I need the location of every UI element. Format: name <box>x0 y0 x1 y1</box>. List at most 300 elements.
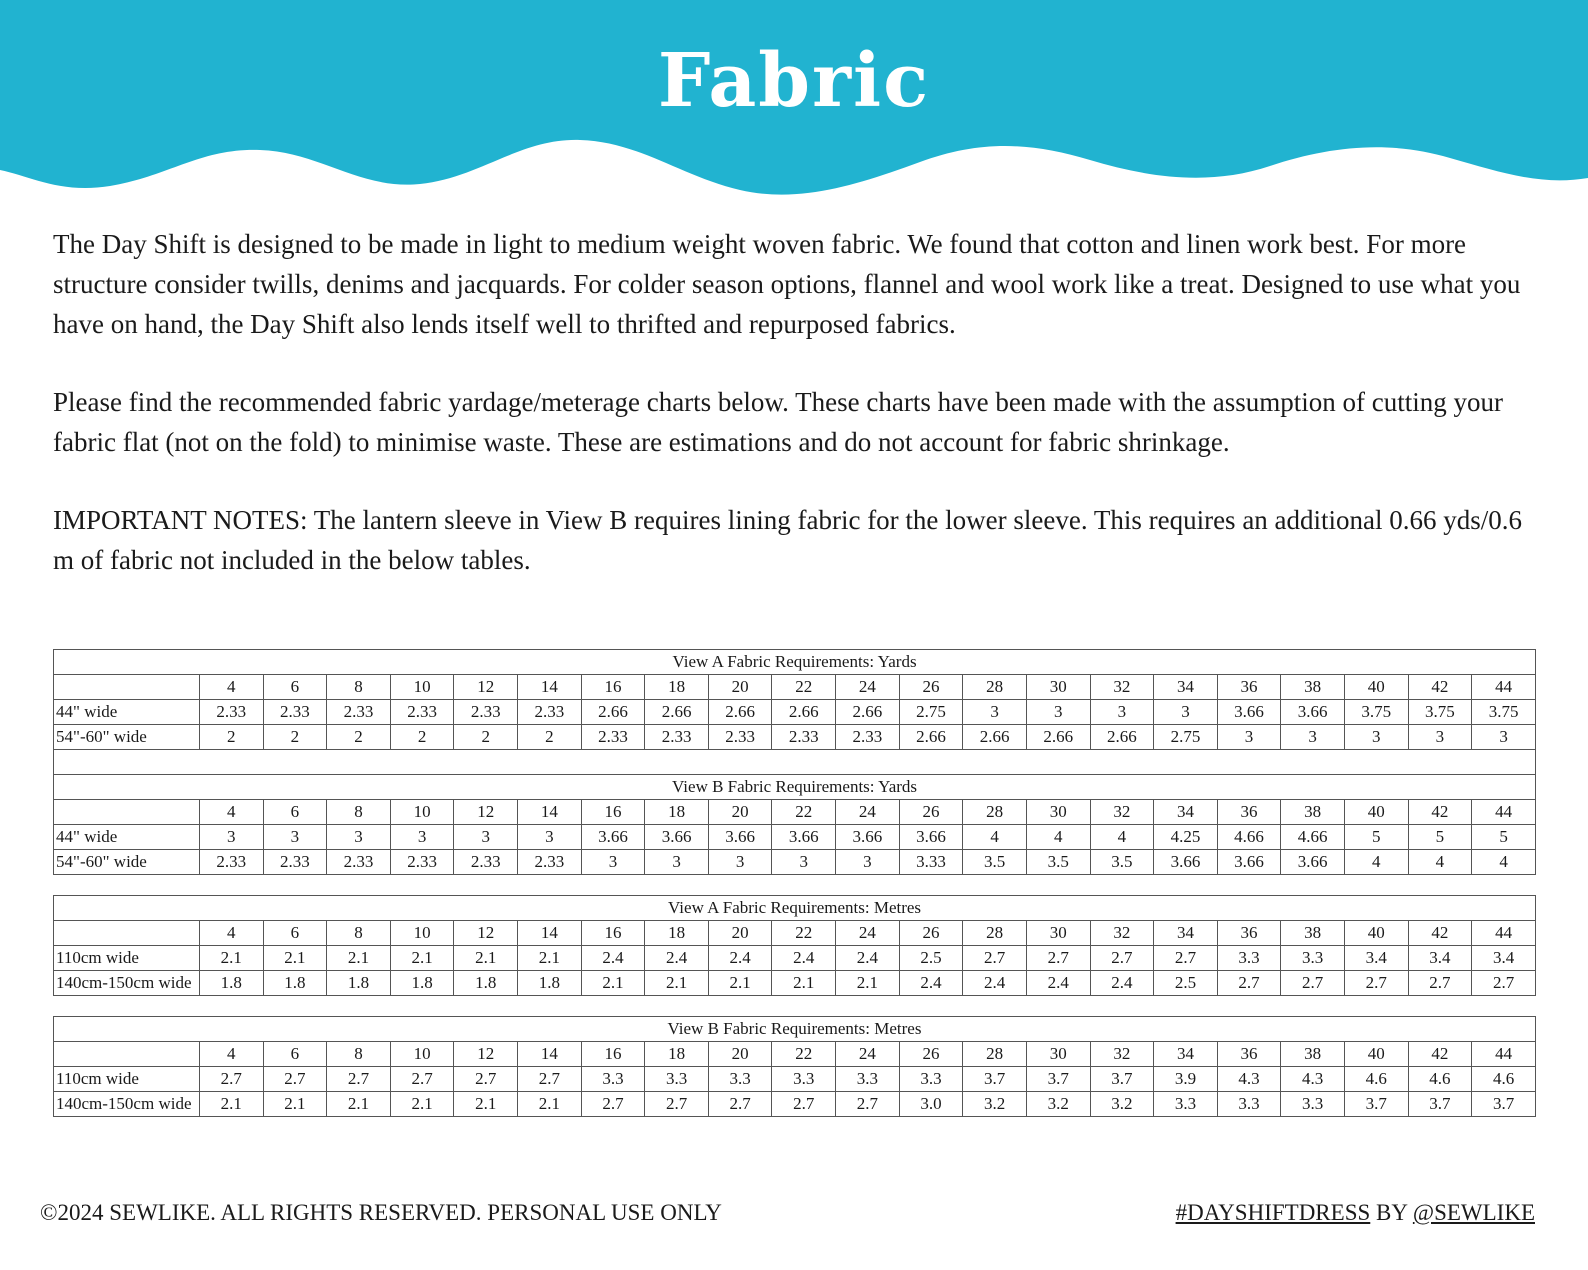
value-cell: 3.66 <box>708 825 772 850</box>
value-cell: 3.5 <box>1090 850 1154 875</box>
size-header-cell: 36 <box>1217 1042 1281 1067</box>
size-header-cell: 42 <box>1408 921 1472 946</box>
size-header-cell: 42 <box>1408 1042 1472 1067</box>
value-cell: 2 <box>454 725 518 750</box>
value-cell: 3.3 <box>1281 946 1345 971</box>
size-header-cell: 18 <box>645 1042 709 1067</box>
value-cell: 3.75 <box>1408 700 1472 725</box>
table-gap <box>53 996 1535 1016</box>
value-cell: 3.66 <box>1281 850 1345 875</box>
value-cell: 2.1 <box>200 1092 264 1117</box>
value-cell: 4.66 <box>1217 825 1281 850</box>
table-row <box>54 1092 1536 1117</box>
size-header-cell: 8 <box>327 1042 391 1067</box>
value-cell: 3.0 <box>899 1092 963 1117</box>
value-cell: 4.6 <box>1472 1067 1536 1092</box>
size-header-cell: 40 <box>1344 800 1408 825</box>
size-header-cell: 16 <box>581 921 645 946</box>
size-header-cell: 14 <box>518 675 582 700</box>
size-header-cell: 14 <box>518 1042 582 1067</box>
value-cell: 1.8 <box>518 971 582 996</box>
value-cell: 3.7 <box>963 1067 1027 1092</box>
value-cell: 2.4 <box>772 946 836 971</box>
row-label: 140cm-150cm wide <box>54 971 200 996</box>
value-cell: 2.1 <box>200 946 264 971</box>
size-header-cell: 26 <box>899 1042 963 1067</box>
size-header-cell: 24 <box>836 1042 900 1067</box>
value-cell: 2.33 <box>263 700 327 725</box>
size-header-cell: 26 <box>899 921 963 946</box>
footer-credit <box>1176 1200 1535 1226</box>
table-caption: View B Fabric Requirements: Yards <box>54 775 1536 800</box>
value-cell: 2.33 <box>327 700 391 725</box>
size-header-cell: 14 <box>518 921 582 946</box>
value-cell: 2.4 <box>645 946 709 971</box>
value-cell: 3.66 <box>1217 850 1281 875</box>
value-cell: 3 <box>454 825 518 850</box>
value-cell: 4.6 <box>1344 1067 1408 1092</box>
size-header-cell: 4 <box>200 921 264 946</box>
page-title: Fabric <box>657 38 931 124</box>
value-cell: 2.1 <box>263 946 327 971</box>
value-cell: 3.4 <box>1472 946 1536 971</box>
table-caption-row <box>54 650 1536 675</box>
size-header-row <box>54 675 1536 700</box>
spacer-cell <box>54 750 1536 775</box>
size-header-cell: 22 <box>772 1042 836 1067</box>
size-header-cell: 4 <box>200 675 264 700</box>
value-cell: 2.1 <box>772 971 836 996</box>
value-cell: 2.1 <box>327 946 391 971</box>
size-header-cell: 30 <box>1026 921 1090 946</box>
size-header-cell: 32 <box>1090 675 1154 700</box>
value-cell: 4.3 <box>1217 1067 1281 1092</box>
value-cell: 3.3 <box>1154 1092 1218 1117</box>
value-cell: 2.1 <box>327 1092 391 1117</box>
value-cell: 2.33 <box>390 700 454 725</box>
size-header-cell: 24 <box>836 675 900 700</box>
value-cell: 2.4 <box>963 971 1027 996</box>
size-header-cell: 18 <box>645 921 709 946</box>
row-label: 54"-60" wide <box>54 725 200 750</box>
value-cell: 3.2 <box>1090 1092 1154 1117</box>
value-cell: 2.1 <box>390 1092 454 1117</box>
value-cell: 2.33 <box>581 725 645 750</box>
value-cell: 2.1 <box>518 1092 582 1117</box>
value-cell: 2.4 <box>581 946 645 971</box>
size-header-cell: 44 <box>1472 675 1536 700</box>
size-header-cell: 28 <box>963 921 1027 946</box>
size-header-cell: 8 <box>327 921 391 946</box>
value-cell: 2.1 <box>454 1092 518 1117</box>
value-cell: 3 <box>1217 725 1281 750</box>
value-cell: 3.66 <box>836 825 900 850</box>
size-header-cell: 36 <box>1217 675 1281 700</box>
size-header-cell: 30 <box>1026 1042 1090 1067</box>
size-header-cell: 42 <box>1408 675 1472 700</box>
value-cell: 2.7 <box>772 1092 836 1117</box>
value-cell: 3.66 <box>1217 700 1281 725</box>
value-cell: 2 <box>518 725 582 750</box>
size-header-cell: 38 <box>1281 1042 1345 1067</box>
value-cell: 2.33 <box>454 700 518 725</box>
value-cell: 3.7 <box>1472 1092 1536 1117</box>
value-cell: 2.33 <box>518 850 582 875</box>
value-cell: 3.66 <box>1154 850 1218 875</box>
value-cell: 4 <box>1090 825 1154 850</box>
value-cell: 2.7 <box>454 1067 518 1092</box>
size-header-cell: 6 <box>263 800 327 825</box>
requirements-table <box>53 1016 1536 1117</box>
size-header-cell: 32 <box>1090 800 1154 825</box>
row-label: 44" wide <box>54 825 200 850</box>
size-header-cell: 12 <box>454 1042 518 1067</box>
size-header-cell: 28 <box>963 675 1027 700</box>
value-cell: 3.7 <box>1090 1067 1154 1092</box>
value-cell: 3.5 <box>963 850 1027 875</box>
size-header-cell: 44 <box>1472 921 1536 946</box>
value-cell: 3.75 <box>1344 700 1408 725</box>
size-header-cell: 20 <box>708 675 772 700</box>
size-header-cell: 8 <box>327 675 391 700</box>
value-cell: 3.2 <box>1026 1092 1090 1117</box>
value-cell: 3.3 <box>581 1067 645 1092</box>
value-cell: 4.3 <box>1281 1067 1345 1092</box>
size-header-cell: 6 <box>263 675 327 700</box>
value-cell: 2.1 <box>454 946 518 971</box>
value-cell: 2.7 <box>200 1067 264 1092</box>
size-header-cell: 20 <box>708 921 772 946</box>
size-header-cell: 12 <box>454 800 518 825</box>
value-cell: 2.5 <box>899 946 963 971</box>
value-cell: 3 <box>772 850 836 875</box>
table-row <box>54 971 1536 996</box>
value-cell: 4 <box>1408 850 1472 875</box>
value-cell: 3.3 <box>1217 1092 1281 1117</box>
value-cell: 1.8 <box>327 971 391 996</box>
value-cell: 2.4 <box>899 971 963 996</box>
value-cell: 3.7 <box>1344 1092 1408 1117</box>
value-cell: 3.4 <box>1408 946 1472 971</box>
value-cell: 2.66 <box>836 700 900 725</box>
value-cell: 2.33 <box>708 725 772 750</box>
size-header-cell: 28 <box>963 800 1027 825</box>
size-header-cell: 12 <box>454 921 518 946</box>
size-header-cell: 26 <box>899 800 963 825</box>
size-header-cell: 10 <box>390 921 454 946</box>
value-cell: 3.3 <box>1281 1092 1345 1117</box>
value-cell: 3 <box>645 850 709 875</box>
table-caption-row <box>54 1017 1536 1042</box>
size-header-cell: 6 <box>263 1042 327 1067</box>
requirements-table <box>53 895 1536 996</box>
value-cell: 2.7 <box>327 1067 391 1092</box>
corner-cell <box>54 1042 200 1067</box>
value-cell: 2 <box>390 725 454 750</box>
value-cell: 4 <box>1344 850 1408 875</box>
size-header-cell: 36 <box>1217 921 1281 946</box>
corner-cell <box>54 675 200 700</box>
size-header-cell: 24 <box>836 921 900 946</box>
value-cell: 4.66 <box>1281 825 1345 850</box>
value-cell: 4 <box>1026 825 1090 850</box>
value-cell: 2.66 <box>899 725 963 750</box>
value-cell: 2.75 <box>1154 725 1218 750</box>
value-cell: 2 <box>200 725 264 750</box>
value-cell: 3 <box>581 850 645 875</box>
value-cell: 5 <box>1344 825 1408 850</box>
value-cell: 4.6 <box>1408 1067 1472 1092</box>
value-cell: 2.33 <box>772 725 836 750</box>
size-header-cell: 44 <box>1472 1042 1536 1067</box>
size-header-cell: 34 <box>1154 800 1218 825</box>
size-header-cell: 32 <box>1090 1042 1154 1067</box>
value-cell: 2.33 <box>645 725 709 750</box>
row-label: 140cm-150cm wide <box>54 1092 200 1117</box>
value-cell: 3.66 <box>772 825 836 850</box>
size-header-cell: 22 <box>772 921 836 946</box>
value-cell: 3 <box>1154 700 1218 725</box>
size-header-row <box>54 800 1536 825</box>
value-cell: 2.66 <box>963 725 1027 750</box>
fabric-requirements-tables <box>53 649 1535 1117</box>
value-cell: 2.4 <box>836 946 900 971</box>
requirements-table <box>53 649 1536 875</box>
size-header-cell: 34 <box>1154 921 1218 946</box>
value-cell: 2.1 <box>263 1092 327 1117</box>
size-header-row <box>54 921 1536 946</box>
value-cell: 3.3 <box>772 1067 836 1092</box>
value-cell: 2.66 <box>645 700 709 725</box>
value-cell: 3.7 <box>1408 1092 1472 1117</box>
value-cell: 2.33 <box>390 850 454 875</box>
value-cell: 2.33 <box>327 850 391 875</box>
size-header-cell: 38 <box>1281 675 1345 700</box>
value-cell: 3.3 <box>899 1067 963 1092</box>
value-cell: 2.7 <box>1154 946 1218 971</box>
row-label: 54"-60" wide <box>54 850 200 875</box>
table-caption-row <box>54 896 1536 921</box>
table-gap <box>53 875 1535 895</box>
table-row <box>54 1067 1536 1092</box>
size-header-cell: 26 <box>899 675 963 700</box>
corner-cell <box>54 921 200 946</box>
table-caption: View A Fabric Requirements: Metres <box>54 896 1536 921</box>
value-cell: 2.7 <box>1472 971 1536 996</box>
size-header-cell: 20 <box>708 1042 772 1067</box>
value-cell: 2.33 <box>200 700 264 725</box>
value-cell: 2.1 <box>581 971 645 996</box>
value-cell: 3.75 <box>1472 700 1536 725</box>
hashtag-link[interactable]: #DAYSHIFTDRESS <box>1175 1200 1371 1225</box>
corner-cell <box>54 800 200 825</box>
value-cell: 2.33 <box>518 700 582 725</box>
value-cell: 3.3 <box>645 1067 709 1092</box>
value-cell: 5 <box>1472 825 1536 850</box>
value-cell: 2.7 <box>708 1092 772 1117</box>
table-row <box>54 725 1536 750</box>
intro-paragraph: The Day Shift is designed to be made in light to medium weight woven fabric. We found that cotton and linen work best. For more structure consider twills, denims and jacquards. For colder season options, flannel and wool work like a treat. Designed to use what you have on hand, the Day Shift also lends itself well to thrifted and repurposed fabrics. <box>53 229 1521 339</box>
size-header-cell: 4 <box>200 800 264 825</box>
size-header-cell: 18 <box>645 800 709 825</box>
value-cell: 3.66 <box>645 825 709 850</box>
value-cell: 3.9 <box>1154 1067 1218 1092</box>
size-header-cell: 34 <box>1154 675 1218 700</box>
size-header-cell: 16 <box>581 1042 645 1067</box>
value-cell: 2.7 <box>390 1067 454 1092</box>
value-cell: 3 <box>200 825 264 850</box>
value-cell: 2.33 <box>836 725 900 750</box>
value-cell: 2.7 <box>1281 971 1345 996</box>
copyright-notice: ©2024 SEWLIKE. ALL RIGHTS RESERVED. PERSONAL USE ONLY <box>40 1200 722 1225</box>
value-cell: 1.8 <box>263 971 327 996</box>
value-cell: 3 <box>518 825 582 850</box>
value-cell: 2.7 <box>1408 971 1472 996</box>
value-cell: 2.66 <box>1090 725 1154 750</box>
size-header-cell: 20 <box>708 800 772 825</box>
size-header-cell: 14 <box>518 800 582 825</box>
value-cell: 3 <box>1281 725 1345 750</box>
size-header-cell: 44 <box>1472 800 1536 825</box>
value-cell: 3.3 <box>1217 946 1281 971</box>
size-header-cell: 34 <box>1154 1042 1218 1067</box>
value-cell: 2.33 <box>454 850 518 875</box>
size-header-cell: 16 <box>581 800 645 825</box>
charts-note-paragraph: Please find the recommended fabric yardage/meterage charts below. These charts have been made with the assumption of cutting your fabric flat (not on the fold) to minimise waste. These are estimations and do not account for fabric shrinkage. <box>53 387 1503 457</box>
size-header-cell: 24 <box>836 800 900 825</box>
row-label: 110cm wide <box>54 1067 200 1092</box>
value-cell: 4 <box>1472 850 1536 875</box>
size-header-cell: 30 <box>1026 800 1090 825</box>
value-cell: 3 <box>963 700 1027 725</box>
row-label: 44" wide <box>54 700 200 725</box>
size-header-cell: 38 <box>1281 921 1345 946</box>
value-cell: 2.4 <box>708 946 772 971</box>
value-cell: 3.33 <box>899 850 963 875</box>
size-header-cell: 10 <box>390 1042 454 1067</box>
size-header-cell: 40 <box>1344 1042 1408 1067</box>
table-caption: View B Fabric Requirements: Metres <box>54 1017 1536 1042</box>
value-cell: 2.66 <box>581 700 645 725</box>
value-cell: 3 <box>1472 725 1536 750</box>
header-band <box>0 0 1588 210</box>
value-cell: 1.8 <box>390 971 454 996</box>
value-cell: 2 <box>327 725 391 750</box>
value-cell: 1.8 <box>200 971 264 996</box>
size-header-cell: 30 <box>1026 675 1090 700</box>
value-cell: 2.7 <box>1026 946 1090 971</box>
size-header-cell: 28 <box>963 1042 1027 1067</box>
table-row <box>54 700 1536 725</box>
table-row <box>54 825 1536 850</box>
table-row <box>54 850 1536 875</box>
value-cell: 2.7 <box>963 946 1027 971</box>
value-cell: 2.4 <box>1090 971 1154 996</box>
value-cell: 2.7 <box>1090 946 1154 971</box>
value-cell: 2.7 <box>836 1092 900 1117</box>
value-cell: 3.2 <box>963 1092 1027 1117</box>
value-cell: 4 <box>963 825 1027 850</box>
value-cell: 4.25 <box>1154 825 1218 850</box>
size-header-cell: 16 <box>581 675 645 700</box>
size-header-row <box>54 1042 1536 1067</box>
value-cell: 2.33 <box>263 850 327 875</box>
value-cell: 3 <box>708 850 772 875</box>
value-cell: 3 <box>1408 725 1472 750</box>
size-header-cell: 32 <box>1090 921 1154 946</box>
size-header-cell: 18 <box>645 675 709 700</box>
size-header-cell: 40 <box>1344 675 1408 700</box>
important-notes-paragraph: IMPORTANT NOTES: The lantern sleeve in View B requires lining fabric for the lower sleeve. This requires an additional 0.66 yds/0.6 m of fabric not included in the below tables. <box>53 505 1523 575</box>
value-cell: 3 <box>327 825 391 850</box>
value-cell: 3.5 <box>1026 850 1090 875</box>
value-cell: 2.4 <box>1026 971 1090 996</box>
value-cell: 2.66 <box>1026 725 1090 750</box>
value-cell: 2 <box>263 725 327 750</box>
footer-by: BY <box>1370 1200 1413 1225</box>
size-header-cell: 22 <box>772 800 836 825</box>
value-cell: 2.1 <box>836 971 900 996</box>
value-cell: 2.7 <box>1217 971 1281 996</box>
value-cell: 2.7 <box>645 1092 709 1117</box>
size-header-cell: 38 <box>1281 800 1345 825</box>
size-header-cell: 8 <box>327 800 391 825</box>
value-cell: 2.66 <box>772 700 836 725</box>
table-row <box>54 946 1536 971</box>
value-cell: 2.1 <box>518 946 582 971</box>
value-cell: 3 <box>1026 700 1090 725</box>
size-header-cell: 36 <box>1217 800 1281 825</box>
value-cell: 3.66 <box>899 825 963 850</box>
value-cell: 2.75 <box>899 700 963 725</box>
value-cell: 3 <box>836 850 900 875</box>
value-cell: 2.33 <box>200 850 264 875</box>
value-cell: 2.7 <box>581 1092 645 1117</box>
row-label: 110cm wide <box>54 946 200 971</box>
value-cell: 3 <box>1090 700 1154 725</box>
value-cell: 3.7 <box>1026 1067 1090 1092</box>
value-cell: 2.7 <box>518 1067 582 1092</box>
value-cell: 3.3 <box>836 1067 900 1092</box>
size-header-cell: 10 <box>390 675 454 700</box>
value-cell: 3.3 <box>708 1067 772 1092</box>
value-cell: 5 <box>1408 825 1472 850</box>
value-cell: 2.7 <box>263 1067 327 1092</box>
value-cell: 3 <box>263 825 327 850</box>
table-caption: View A Fabric Requirements: Yards <box>54 650 1536 675</box>
size-header-cell: 12 <box>454 675 518 700</box>
value-cell: 3.4 <box>1344 946 1408 971</box>
table-caption-row <box>54 775 1536 800</box>
handle-link[interactable]: @SEWLIKE <box>1412 1200 1535 1225</box>
size-header-cell: 10 <box>390 800 454 825</box>
value-cell: 3 <box>390 825 454 850</box>
value-cell: 2.1 <box>645 971 709 996</box>
size-header-cell: 42 <box>1408 800 1472 825</box>
size-header-cell: 22 <box>772 675 836 700</box>
value-cell: 3 <box>1344 725 1408 750</box>
value-cell: 2.5 <box>1154 971 1218 996</box>
value-cell: 1.8 <box>454 971 518 996</box>
value-cell: 2.7 <box>1344 971 1408 996</box>
size-header-cell: 6 <box>263 921 327 946</box>
size-header-cell: 40 <box>1344 921 1408 946</box>
value-cell: 2.1 <box>708 971 772 996</box>
value-cell: 3.66 <box>1281 700 1345 725</box>
size-header-cell: 4 <box>200 1042 264 1067</box>
value-cell: 3.66 <box>581 825 645 850</box>
spacer-row <box>54 750 1536 775</box>
